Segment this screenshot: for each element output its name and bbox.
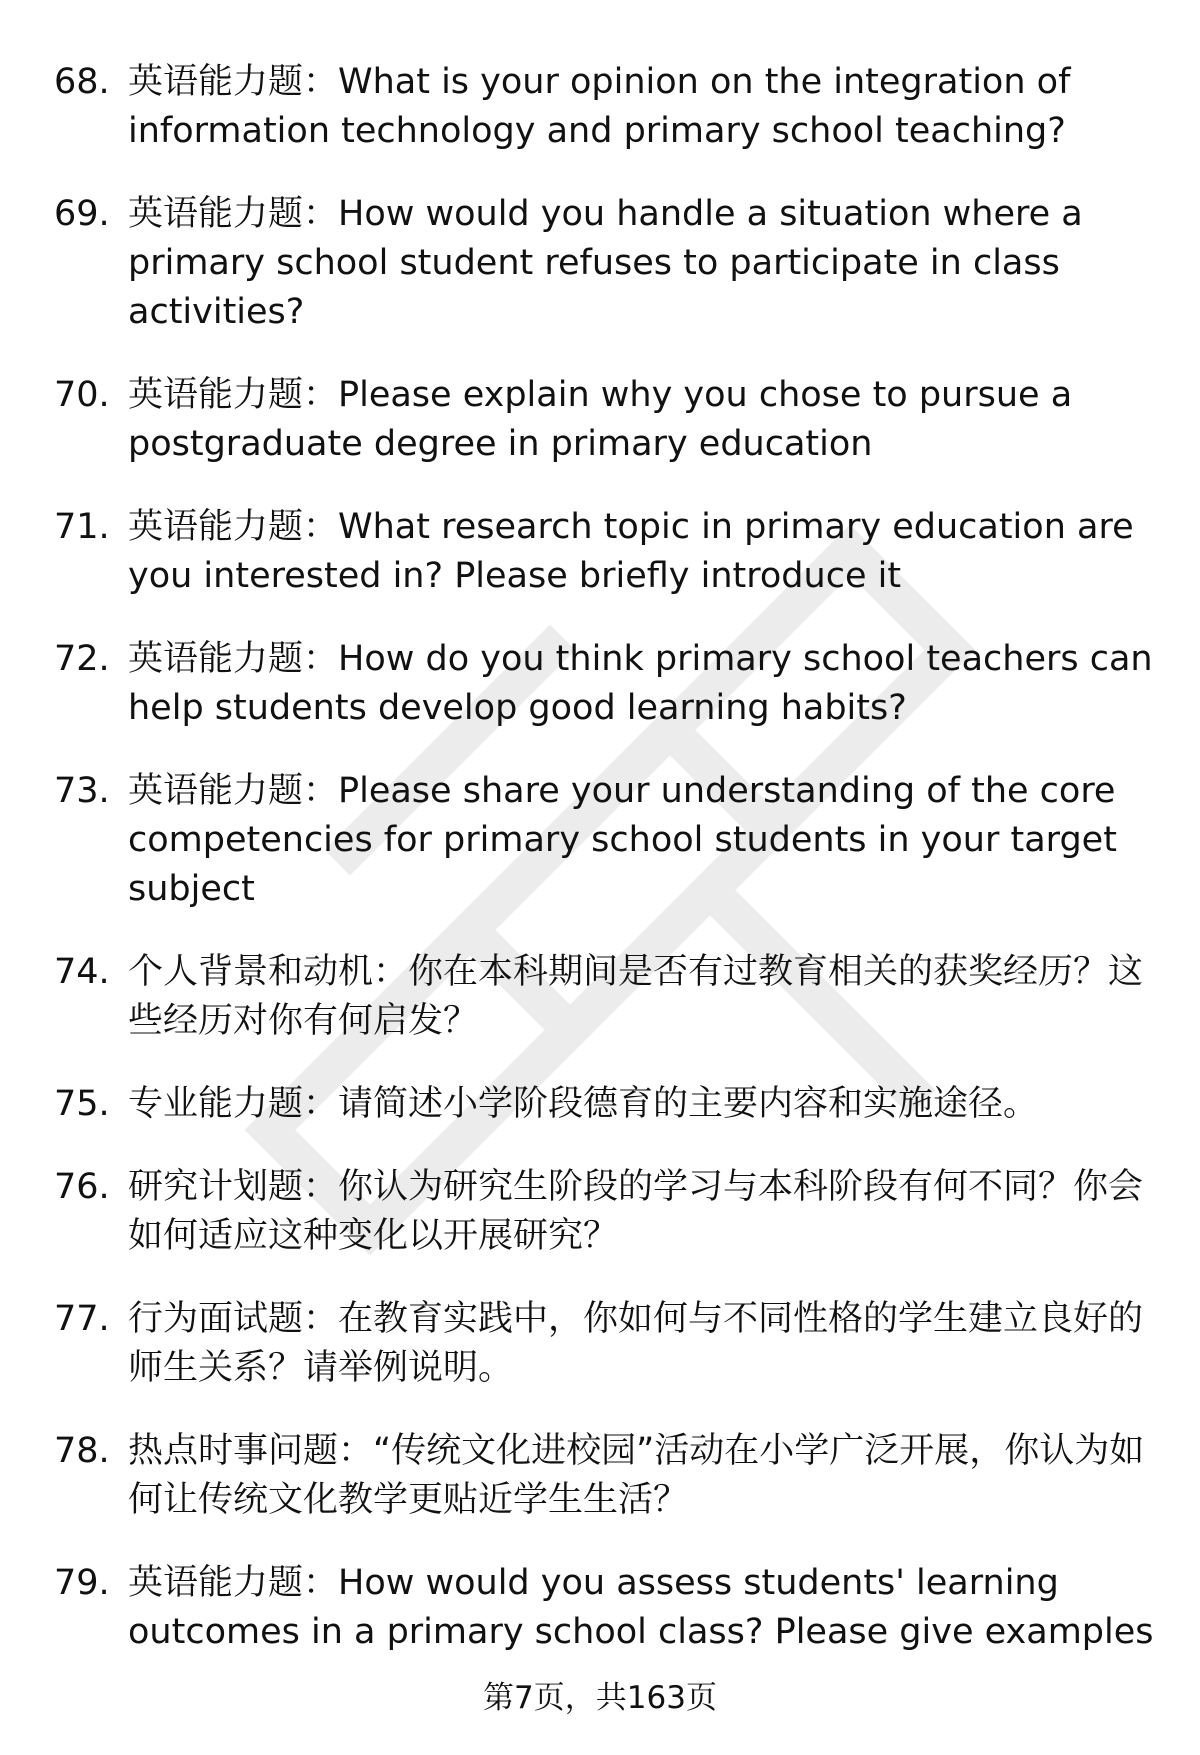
page-number-footer: 第7页，共163页 — [483, 1680, 717, 1716]
question-text: 英语能力题：What is your opinion on the integration of information technology and primary school teaching? — [128, 62, 1071, 151]
list-item — [54, 635, 1154, 733]
list-item — [54, 371, 1154, 469]
question-number: 74. — [54, 952, 110, 992]
question-text: 专业能力题：请简述小学阶段德育的主要内容和实施途径。 — [128, 1084, 1039, 1124]
question-number: 79. — [54, 1563, 110, 1603]
question-number: 73. — [54, 771, 110, 811]
question-number: 78. — [54, 1431, 110, 1471]
question-number: 70. — [54, 375, 110, 415]
list-item — [54, 1427, 1154, 1525]
question-text: 研究计划题：你认为研究生阶段的学习与本科阶段有何不同？你会如何适应这种变化以开展研究？ — [128, 1167, 1144, 1256]
question-number: 68. — [54, 62, 110, 102]
question-text: 英语能力题：Please share your understanding of the core competencies for primary school students in your target subject — [128, 771, 1117, 909]
list-item — [54, 190, 1154, 337]
question-text: 热点时事问题：“传统文化进校园”活动在小学广泛开展，你认为如何让传统文化教学更贴近学生生活？ — [128, 1431, 1145, 1520]
question-number: 71. — [54, 507, 110, 547]
list-item — [54, 58, 1154, 156]
question-number: 75. — [54, 1084, 110, 1124]
question-text: 英语能力题：Please explain why you chose to pursue a postgraduate degree in primary education — [128, 375, 1073, 464]
list-item — [54, 1080, 1154, 1129]
list-item — [54, 1559, 1154, 1657]
list-item — [54, 767, 1154, 914]
question-text: 行为面试题：在教育实践中，你如何与不同性格的学生建立良好的师生关系？请举例说明。 — [128, 1299, 1144, 1388]
question-text: 英语能力题：How would you handle a situation where a primary school student refuses to participate in class activities? — [128, 194, 1083, 332]
question-text: 英语能力题：How would you assess students' learning outcomes in a primary school class? Please give examples — [128, 1563, 1154, 1652]
list-item — [54, 1295, 1154, 1393]
list-item — [54, 503, 1154, 601]
question-number: 72. — [54, 639, 110, 679]
question-text: 个人背景和动机：你在本科期间是否有过教育相关的获奖经历？这些经历对你有何启发？ — [128, 952, 1144, 1041]
list-item — [54, 1163, 1154, 1261]
question-number: 69. — [54, 194, 110, 234]
question-number: 76. — [54, 1167, 110, 1207]
question-list — [54, 58, 1154, 1691]
list-item — [54, 948, 1154, 1046]
question-text: 英语能力题：What research topic in primary education are you interested in? Please briefly introduce it — [128, 507, 1134, 596]
question-text: 英语能力题：How do you think primary school teachers can help students develop good learning habits? — [128, 639, 1153, 728]
question-number: 77. — [54, 1299, 110, 1339]
